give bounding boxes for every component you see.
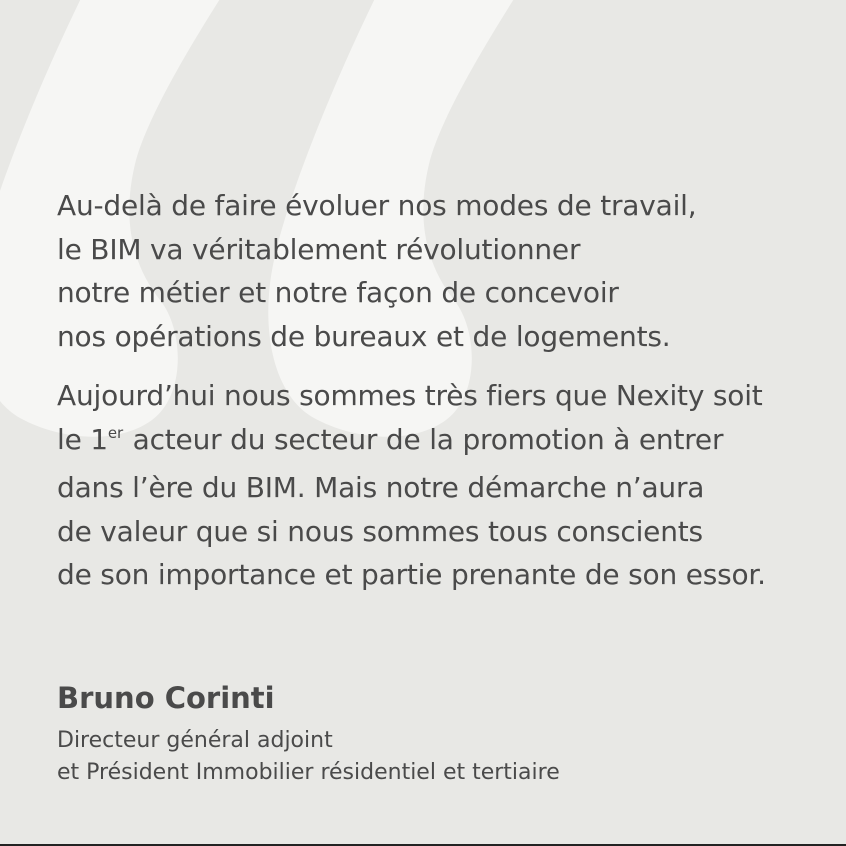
quote-text [57, 184, 837, 597]
quote-line [57, 418, 837, 467]
author-block [57, 680, 560, 789]
quote-line: le BIM va véritablement révolutionner [57, 232, 581, 266]
ordinal-superscript: er [107, 423, 123, 442]
author-role-line-2: et Président Immobilier résidentiel et tertiaire [57, 760, 560, 785]
quote-paragraph-1 [57, 184, 837, 358]
author-name: Bruno Corinti [57, 681, 275, 715]
author-role-line-1: Directeur général adjoint [57, 728, 333, 753]
quote-line: de son importance et partie prenante de son essor. [57, 558, 766, 591]
quote-line: Au-delà de faire évoluer nos modes de travail, [57, 189, 697, 222]
quote-paragraph-2 [57, 374, 837, 597]
quote-line-end: acteur du secteur de la promotion à entrer [123, 422, 724, 456]
quote-line: dans l’ère du BIM. Mais notre démarche n’aura [57, 471, 705, 504]
quote-line: nos opérations de bureaux et de logements. [57, 319, 671, 353]
quote-line-start: le 1 [57, 422, 108, 456]
quote-line: Aujourd’hui nous sommes très fiers que Nexity soit [57, 379, 763, 412]
quote-line: de valeur que si nous sommes tous conscients [57, 514, 703, 548]
quote-line: notre métier et notre façon de concevoir [57, 276, 619, 309]
